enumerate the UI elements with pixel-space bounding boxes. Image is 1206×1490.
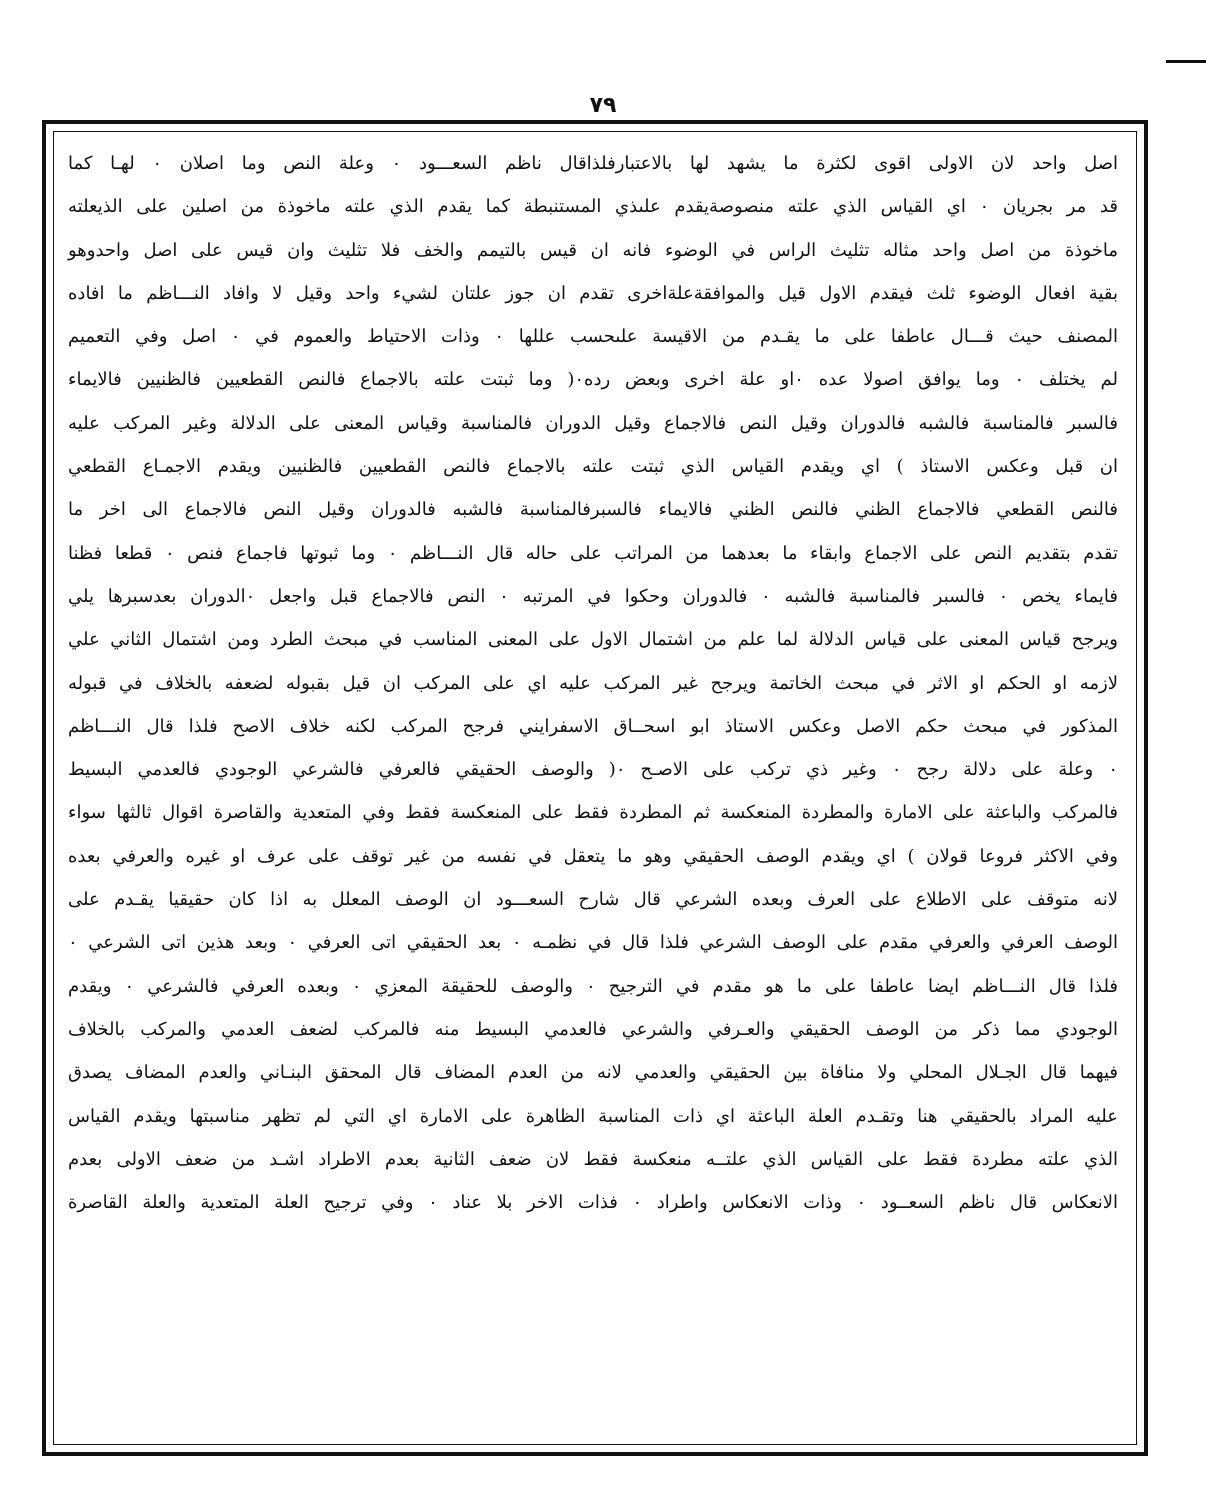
text-line: فالسبر فالمناسبة فالشبه فالدوران وقيل النص فالاجماع وقيل الدوران فالمناسبة وقياس المعنى على الدلالة وغير المركب عليه (68, 412, 1118, 434)
text-line: فالمركب والباعثة على الامارة والمطردة المنعكسة ثم المطردة فقط على المنعكسة فقط وفي المتعدية والقاصرة اقوال ثالثها سواء (68, 802, 1118, 824)
text-line: لم يختلف ٠ وما يوافق اصولا عده ٠او علة اخرى وبعض رده٠( وما ثبتت علته بالاجماع فالنص القطعيين فالظنيين فالايماء (68, 369, 1118, 391)
text-line: اصل واحد لان الاولى اقوى لكثرة ما يشهد لها بالاعتبارفلذاقال ناظم السعـــود ٠ وعلة النص وما اصلان ٠ لهـا كما (68, 153, 1118, 174)
text-line: الانعكاس قال ناظم السعــود ٠ وذات الانعكاس واطراد ٠ فذات الاخر بلا عناد ٠ وفي ترجيح العلة المتعدية والعلة القاصرة (68, 1192, 1118, 1214)
text-line: فلذا قال النـــاظم ايضا عاطفا على ما هو مقدم في الترجيح ٠ والوصف للحقيقة المعزي ٠ وبعده العرفي فالشرعي ٠ ويقدم (68, 975, 1119, 997)
text-line: بقية افعال الوضوء ثلث فيقدم الاول قيل والموافقةعلةاخرى تقدم ان جوز علتان لشيء واحد وقيل لا وافاد النـــاظم ما افاده (68, 282, 1119, 304)
text-line: عليه المراد بالحقيقي هنا وتقـدم العلة الباعثة اي ذات المناسبة الظاهرة على الامارة اي التي لم تظهر مناسبتها ويقدم القياس (68, 1105, 1118, 1127)
text-line: ويرجح قياس المعنى على قياس الدلالة لما علم من اشتمال الاول على المعنى المناسب في مبحث الطرد ومن اشتمال الثاني علي (68, 629, 1118, 651)
text-line: فالنص القطعي فالاجماع الظني فالنص الظني فالايماء فالسبرفالمناسبة فالشبه فالدوران وقيل النص فالاجماع الى اخر ما (68, 499, 1118, 521)
text-line: ان قبل وعكس الاستاذ ) اي ويقدم القياس الذي ثبتت علته بالاجماع فالنص القطعيين فالظنيين ويقدم الاجمـاع القطعي (68, 456, 1118, 478)
text-line: فايماء يخص ٠ فالسبر فالمناسبة فالشبه ٠ فالدوران وحكوا في المرتبه ٠ النص فالاجماع قبل واجعل ٠الدوران بعدسبرها يلي (68, 585, 1118, 607)
text-line: وفي الاكثر فروعا قولان ) اي ويقدم الوصف الحقيقي وهو ما يتعقل في نفسه من غير توقف على عرف او غيره والعرفي بعده (68, 845, 1118, 867)
margin-rule-mark (1166, 60, 1206, 63)
text-line: فيهما قال الجـلال المحلي ولا منافاة بين الحقيقي والعدمي لانه من العدم المضاف قال المحقق البنـاني والعدم المضاف يصدق (68, 1062, 1118, 1084)
text-line: المصنف حيث قـــال عاطفا على ما يقـدم من الاقيسة علىحسب عللها ٠ وذات الاحتياط والعموم في ٠ اصل وفي التعميم (68, 326, 1118, 348)
text-line: الوصف العرفي والعرفي مقدم على الوصف الشرعي فلذا قال في نظمـه ٠ بعد الحقيقي اتى العرفي ٠ وبعد هذين اتى الشرعي ٠ (68, 932, 1118, 954)
text-line: المذكور في مبحث حكم الاصل وعكس الاستاذ ابو اسحــاق الاسفرايني فرجح المركب لكنه خلاف الاصح فلذا قال النـــاظم (68, 715, 1118, 737)
text-body (60, 142, 1126, 1442)
text-line: لانه متوقف على الاطلاع على العرف وبعده الشرعي قال شارح السعـــود ان الوصف المعلل به اذا كان حقيقيا يقـدم على (68, 889, 1118, 911)
text-line: الوجودي مما ذكر من الوصف الحقيقي والعـرفي والشرعي فالعدمي البسيط منه فالمركب لضعف العدمي والمركب بالخلاف (68, 1018, 1118, 1040)
text-line: الذي علته مطردة فقط على القياس الذي علتــه منعكسة فقط لان ضعف الثانية بعدم الاطراد اشـد من ضعف الاولى بعدم (68, 1148, 1118, 1170)
page-number: ٧٩ (589, 93, 617, 118)
text-line: تقدم بتقديم النص على الاجماع وابقاء ما بعدهما من المراتب على حاله قال النـــاظم ٠ وما ثبوتها فاجماع فنص ٠ قطعا فظنا (68, 542, 1118, 564)
text-line: قد مر بجريان ٠ اي القياس الذي علته منصوصةيقدم علىذي المستنبطة كما يقدم الذي علته ماخوذة من اصلين على الذيعلته (68, 196, 1118, 218)
text-line: لازمه او الحكم او الاثر في مبحث الخاتمة ويرجح غير المركب عليه اي على المركب ان قيل بقبوله لضعفه بالخلاف في قبوله (68, 672, 1118, 694)
text-line: ماخوذة من اصل واحد مثاله تثليث الراس في الوضوء فانه ان قيس بالتيمم والخف فلا تثليث وان قيس على اصل واحدوهو (68, 239, 1118, 261)
text-line: ٠ وعلة على دلالة رجح ٠ وغير ذي تركب على الاصـح ٠( والوصف الحقيقي فالعرفي فالشرعي الوجودي فالعدمي البسيط (68, 759, 1118, 781)
